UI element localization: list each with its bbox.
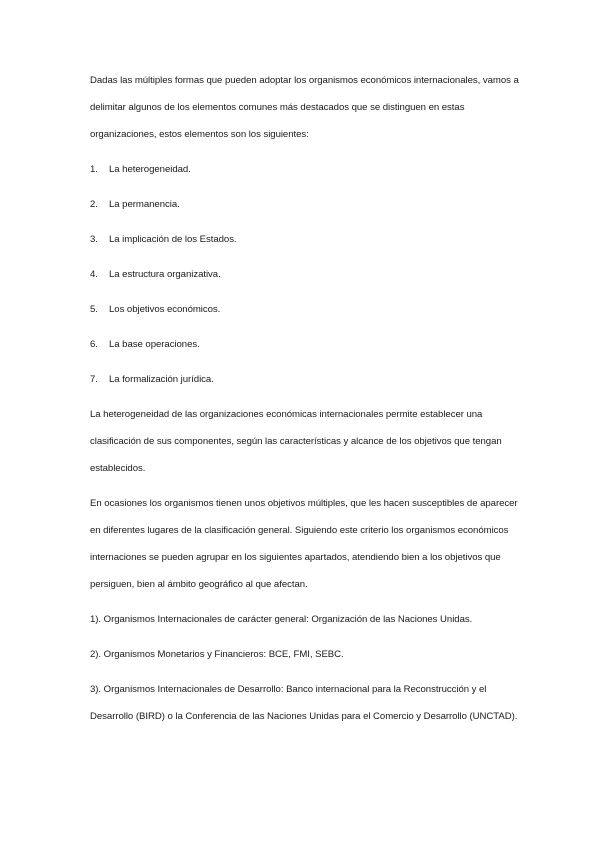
list-item-number: 3. (90, 234, 98, 245)
list-item (90, 331, 530, 358)
list-item-text: La heterogeneidad. (109, 164, 191, 175)
list-item-number: 7. (90, 374, 98, 385)
list-item (90, 191, 530, 218)
list-item (90, 366, 530, 393)
list-item-text: La implicación de los Estados. (109, 234, 237, 245)
elements-list (90, 156, 530, 393)
group-general-paragraph: 1). Organismos Internacionales de carácter general: Organización de las Naciones Unidas. (90, 614, 473, 625)
list-item (90, 156, 530, 183)
document-body (90, 67, 530, 738)
list-item (90, 261, 530, 288)
list-item-number: 1. (90, 164, 98, 175)
list-item (90, 226, 530, 253)
list-item (90, 296, 530, 323)
list-item-text: La estructura organizativa. (109, 269, 221, 280)
ocasiones-paragraph: En ocasiones los organismos tienen unos objetivos múltiples, que les hacen susceptibles de aparecer en diferentes lugares de la clasificación general. Siguiendo este criterio los organismos económicos internaciones se pueden agrupar en los siguientes apartados, atendiendo bien a los objetivos que persiguen, bien al ámbito geográfico al que afectan. (90, 498, 518, 590)
list-item-number: 6. (90, 339, 98, 350)
group-desarrollo-paragraph: 3). Organismos Internacionales de Desarrollo: Banco internacional para la Reconstrucción y el Desarrollo (BIRD) o la Conferencia de las Naciones Unidas para el Comercio y Desarrollo (UNCTAD). (90, 684, 518, 722)
heterogeneidad-paragraph: La heterogeneidad de las organizaciones económicas internacionales permite establecer una clasificación de sus componentes, según las características y alcance de los objetivos que tengan establecidos. (90, 409, 502, 474)
list-item-text: La permanencia. (109, 199, 180, 210)
list-item-number: 4. (90, 269, 98, 280)
list-item-number: 5. (90, 304, 98, 315)
list-item-text: Los objetivos económicos. (109, 304, 221, 315)
group-monetarios-paragraph: 2). Organismos Monetarios y Financieros: BCE, FMI, SEBC. (90, 649, 344, 660)
intro-paragraph: Dadas las múltiples formas que pueden adoptar los organismos económicos internacionales, vamos a delimitar algunos de los elementos comunes más destacados que se distinguen en estas organizaciones, estos elementos son los siguientes: (90, 75, 519, 140)
list-item-text: La base operaciones. (109, 339, 200, 350)
list-item-text: La formalización jurídica. (109, 374, 214, 385)
list-item-number: 2. (90, 199, 98, 210)
